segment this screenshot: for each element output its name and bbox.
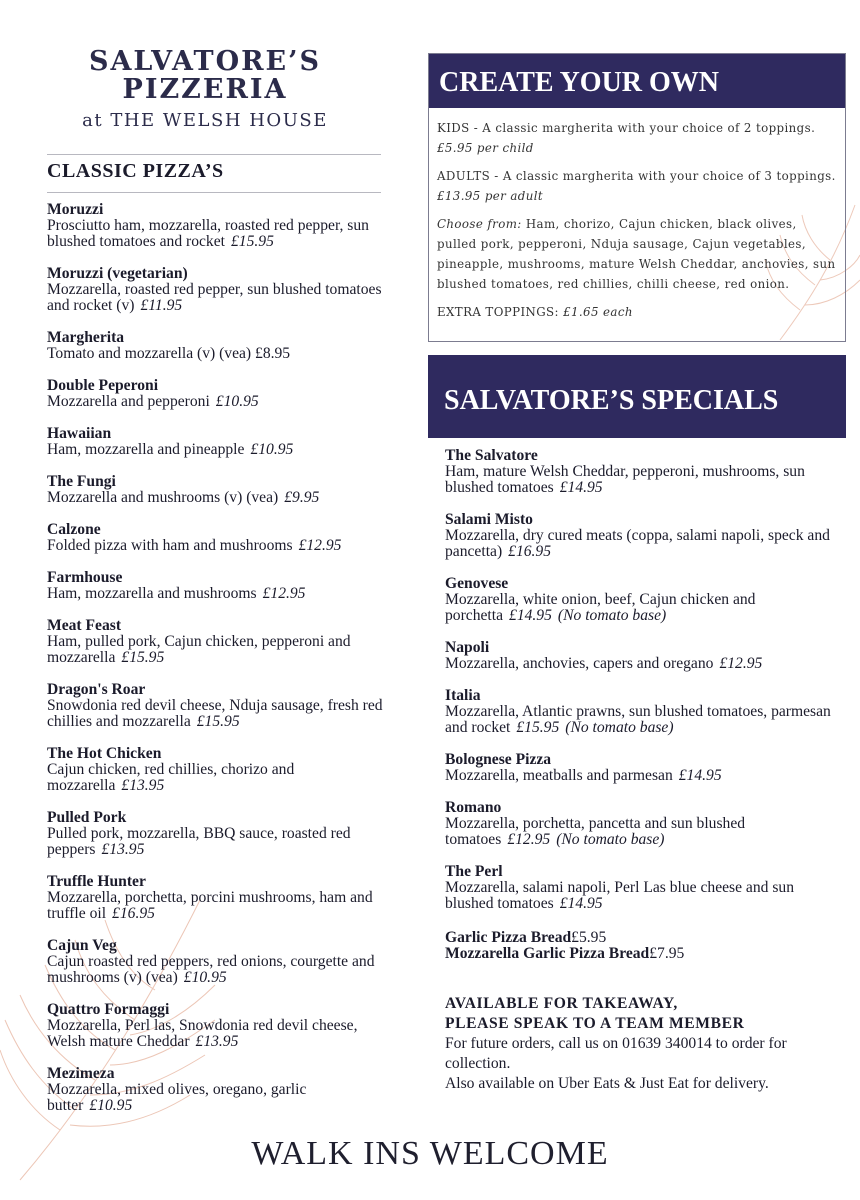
menu-item-name: Moruzzi (vegetarian) xyxy=(47,265,188,282)
menu-item-description: Ham, mozzarella and mushrooms xyxy=(47,585,257,602)
menu-item-description: Mozzarella, Atlantic prawns, sun blushed tomatoes, parmesan and rocket xyxy=(445,703,831,736)
menu-item-description: Folded pizza with ham and mushrooms xyxy=(47,537,293,554)
menu-item-name: The Fungi xyxy=(47,473,116,490)
menu-item xyxy=(47,618,392,666)
menu-item-name: Hawaiian xyxy=(47,425,112,442)
menu-item-name: Calzone xyxy=(47,521,101,538)
bread-item-price: £5.95 xyxy=(571,929,607,946)
menu-item-price: £10.95 xyxy=(183,969,227,986)
menu-item-description: Mozzarella, roasted red pepper, sun blushed tomatoes and rocket (v) xyxy=(47,281,382,314)
menu-item-price: £15.95 xyxy=(196,713,240,730)
bread-item-name: Garlic Pizza Bread xyxy=(445,929,572,946)
walk-ins-welcome: WALK INS WELCOME xyxy=(251,1135,609,1172)
menu-item xyxy=(445,800,843,848)
menu-item xyxy=(445,688,843,736)
menu-item-description: Mozzarella, dry cured meats (coppa, salami napoli, speck and pancetta) xyxy=(445,527,830,560)
choose-label: Choose from: xyxy=(437,217,522,231)
menu-item-price: £11.95 xyxy=(140,297,183,314)
menu-item xyxy=(47,202,392,250)
menu-item-name: Mezimeza xyxy=(47,1065,115,1082)
menu-item xyxy=(47,810,392,858)
menu-item-name: Cajun Veg xyxy=(47,937,117,954)
specials-list xyxy=(445,448,843,928)
menu-item-price: £15.95 xyxy=(121,649,165,666)
breads-list xyxy=(445,930,843,962)
menu-item-name: Meat Feast xyxy=(47,617,122,634)
menu-item-price: £12.95 xyxy=(262,585,306,602)
menu-item xyxy=(445,448,843,496)
menu-item-name: Farmhouse xyxy=(47,569,123,586)
menu-item-description: Cajun roasted red peppers, red onions, courgette and mushrooms (v) (vea) xyxy=(47,953,375,986)
menu-item xyxy=(47,474,392,506)
bread-item xyxy=(445,946,843,962)
menu-item-name: The Salvatore xyxy=(445,447,538,464)
brand-subtitle: at THE WELSH HOUSE xyxy=(82,110,328,131)
toppings-list xyxy=(437,214,837,294)
menu-item-price: £15.95 xyxy=(230,233,274,250)
menu-item-description: Mozzarella, white onion, beef, Cajun chicken and porchetta xyxy=(445,591,756,624)
menu-item-description: Ham, pulled pork, Cajun chicken, pepperoni and mozzarella xyxy=(47,633,351,666)
menu-item-price: £13.95 xyxy=(121,777,165,794)
takeaway-delivery-text: Also available on Uber Eats & Just Eat for delivery. xyxy=(445,1075,769,1092)
menu-item xyxy=(47,938,392,986)
menu-item-description: Mozzarella, Perl las, Snowdonia red devil cheese, Welsh mature Cheddar xyxy=(47,1017,358,1050)
menu-item-price: £12.95 xyxy=(507,831,551,848)
menu-item-description: Cajun chicken, red chillies, chorizo and mozzarella xyxy=(47,761,295,794)
menu-item-name: Pulled Pork xyxy=(47,809,127,826)
menu-item-price: £16.95 xyxy=(112,905,155,922)
menu-item-name: Salami Misto xyxy=(445,511,533,528)
menu-item-description: Mozzarella, salami napoli, Perl Las blue cheese and sun blushed tomatoes xyxy=(445,879,795,912)
menu-item-price: £9.95 xyxy=(284,489,320,506)
menu-item xyxy=(47,1066,392,1114)
menu-item-name: Quattro Formaggi xyxy=(47,1001,170,1018)
kids-option xyxy=(437,118,837,158)
menu-item xyxy=(445,752,843,784)
menu-item-description: Mozzarella, mixed olives, oregano, garlic butter xyxy=(47,1081,307,1114)
menu-item-description: Mozzarella, meatballs and parmesan xyxy=(445,767,673,784)
menu-item xyxy=(47,522,392,554)
create-your-own-panel xyxy=(428,53,846,342)
menu-item-description: Tomato and mozzarella (v) (vea) £8.95 xyxy=(47,345,291,362)
menu-item-name: Double Peperoni xyxy=(47,377,159,394)
adults-text: ADULTS - A classic margherita with your choice of 3 toppings. xyxy=(437,169,836,183)
menu-item-description: Mozzarella and mushrooms (v) (vea) xyxy=(47,489,279,506)
menu-item xyxy=(47,266,392,314)
bread-item-name: Mozzarella Garlic Pizza Bread xyxy=(445,945,650,962)
menu-item-name: Margherita xyxy=(47,329,125,346)
menu-item-name: Genovese xyxy=(445,575,509,592)
menu-item xyxy=(47,330,392,362)
toppings-text: Ham, chorizo, Cajun chicken, black olives, pulled pork, pepperoni, Nduja sausage, Cajun vegetables, pineapple, mushrooms, mature Welsh Cheddar, anchovies, sun blushed tomatoes, red chillies, chilli cheese, red onion. xyxy=(437,217,836,291)
extra-toppings xyxy=(437,302,837,322)
menu-item xyxy=(445,640,843,672)
menu-item-name: Italia xyxy=(445,687,481,704)
menu-item xyxy=(47,570,392,602)
menu-item-price: £14.95 xyxy=(559,479,603,496)
takeaway-heading-line1: AVAILABLE FOR TAKEAWAY, xyxy=(445,995,678,1012)
menu-item-description: Snowdonia red devil cheese, Nduja sausage, fresh red chillies and mozzarella xyxy=(47,697,383,730)
kids-text: KIDS - A classic margherita with your choice of 2 toppings. xyxy=(437,121,816,135)
menu-item-name: Romano xyxy=(445,799,502,816)
divider-bottom xyxy=(47,192,381,193)
create-your-own-body xyxy=(437,118,837,330)
menu-item xyxy=(47,1002,392,1050)
takeaway-info xyxy=(445,994,850,1094)
menu-item-name: Truffle Hunter xyxy=(47,873,146,890)
classic-section-title: CLASSIC PIZZA’S xyxy=(47,160,224,182)
menu-item-price: £14.95 xyxy=(509,607,552,624)
menu-item xyxy=(47,682,392,730)
bread-item-price: £7.95 xyxy=(649,945,685,962)
takeaway-phone-text: For future orders, call us on 01639 340014 to order for collection. xyxy=(445,1035,787,1072)
menu-item-description: Prosciutto ham, mozzarella, roasted red pepper, sun blushed tomatoes and rocket xyxy=(47,217,369,250)
adults-option xyxy=(437,166,837,206)
menu-item-name: The Hot Chicken xyxy=(47,745,162,762)
menu-item-name: Napoli xyxy=(445,639,490,656)
menu-item-description: Mozzarella, anchovies, capers and oregano xyxy=(445,655,714,672)
menu-item-price: £16.95 xyxy=(508,543,552,560)
menu-item-price: £12.95 xyxy=(719,655,763,672)
menu-item-price: £15.95 xyxy=(516,719,560,736)
menu-item-price: £10.95 xyxy=(250,441,294,458)
menu-item-name: The Perl xyxy=(445,863,503,880)
bread-item xyxy=(445,930,843,946)
brand-logo xyxy=(40,48,370,131)
menu-item-description: Mozzarella, porchetta, porcini mushrooms, ham and truffle oil xyxy=(47,889,373,922)
divider-top xyxy=(47,154,381,155)
menu-item xyxy=(47,426,392,458)
brand-name-line2: PIZZERIA xyxy=(122,74,288,105)
menu-item-price: £10.95 xyxy=(89,1097,133,1114)
menu-item-note: (No tomato base) xyxy=(565,719,674,736)
specials-title: SALVATORE’S SPECIALS xyxy=(428,355,846,438)
menu-item-price: £14.95 xyxy=(678,767,722,784)
menu-item xyxy=(445,512,843,560)
menu-item-price: £12.95 xyxy=(298,537,342,554)
menu-item xyxy=(47,746,392,794)
menu-item xyxy=(445,576,843,624)
classic-pizza-list xyxy=(47,202,392,1130)
menu-item-note: (No tomato base) xyxy=(557,607,667,624)
kids-price: £5.95 per child xyxy=(437,141,534,155)
menu-item-description: Mozzarella and pepperoni xyxy=(47,393,210,410)
menu-item-description: Mozzarella, porchetta, pancetta and sun blushed tomatoes xyxy=(445,815,746,848)
menu-item-note: (No tomato base) xyxy=(556,831,665,848)
menu-item-name: Moruzzi xyxy=(47,201,104,218)
menu-item-name: Dragon's Roar xyxy=(47,681,146,698)
menu-item-price: £14.95 xyxy=(559,895,603,912)
menu-item-name: Bolognese Pizza xyxy=(445,751,552,768)
menu-item xyxy=(445,864,843,912)
menu-item xyxy=(47,874,392,922)
extra-price: £1.65 each xyxy=(563,305,633,319)
menu-item-price: £13.95 xyxy=(101,841,145,858)
menu-item-description: Pulled pork, mozzarella, BBQ sauce, roasted red peppers xyxy=(47,825,351,858)
adults-price: £13.95 per adult xyxy=(437,189,544,203)
menu-item-price: £13.95 xyxy=(195,1033,239,1050)
menu-item xyxy=(47,378,392,410)
menu-item-description: Ham, mozzarella and pineapple xyxy=(47,441,245,458)
takeaway-heading-line2: PLEASE SPEAK TO A TEAM MEMBER xyxy=(445,1015,745,1032)
menu-item-price: £10.95 xyxy=(215,393,259,410)
extra-label: EXTRA TOPPINGS: xyxy=(437,305,559,319)
create-your-own-title: CREATE YOUR OWN xyxy=(429,54,845,108)
menu-item-description: Ham, mature Welsh Cheddar, pepperoni, mushrooms, sun blushed tomatoes xyxy=(445,463,805,496)
brand-name-line1: SALVATORE’S xyxy=(88,46,322,77)
